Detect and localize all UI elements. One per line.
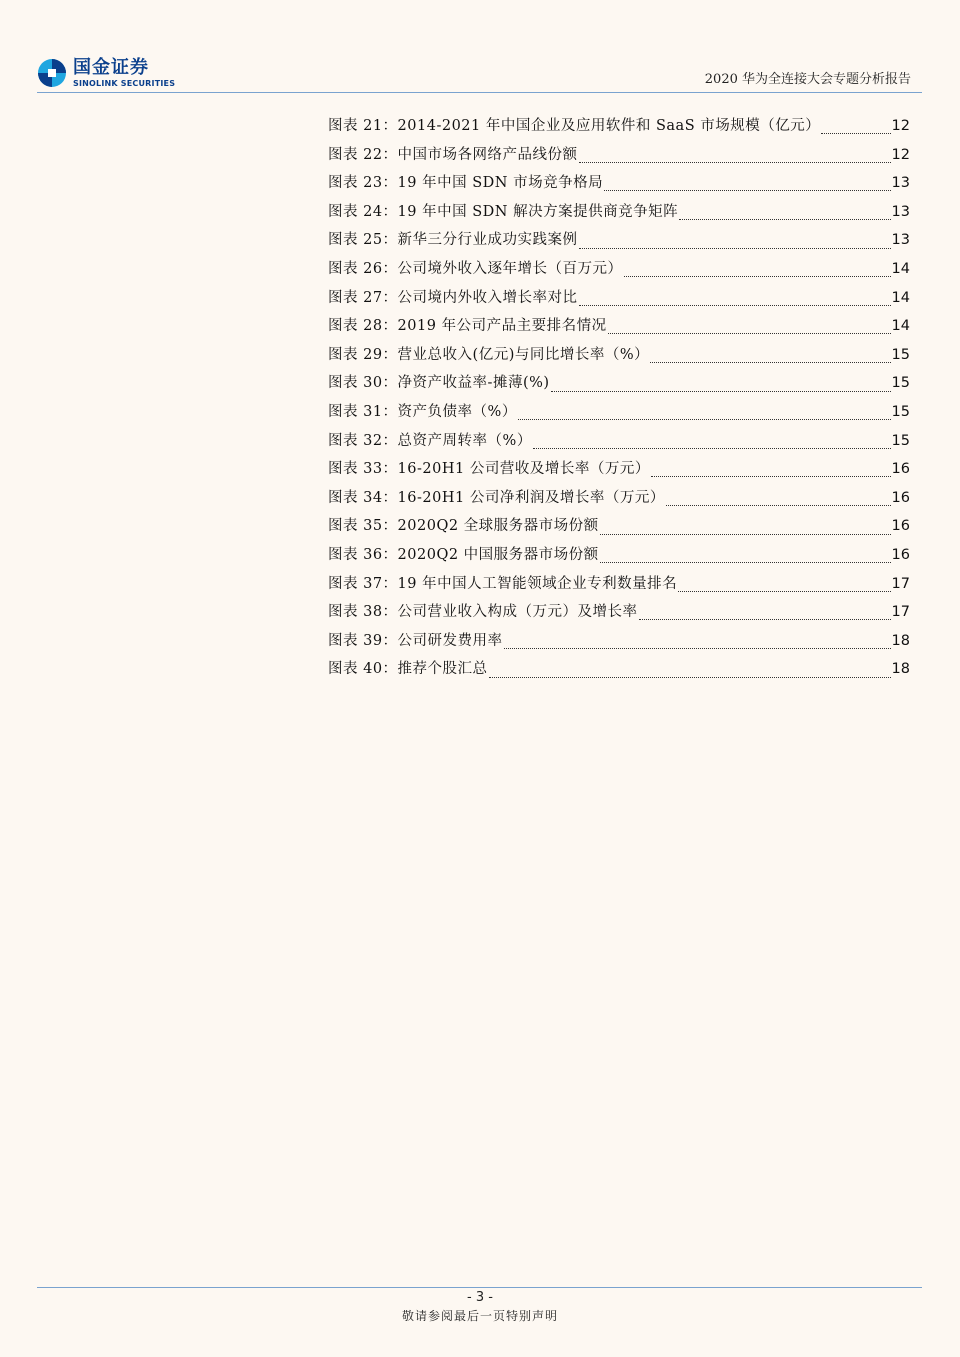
company-logo [37,56,175,90]
toc-entry[interactable] [328,228,910,257]
toc-leader-dots [608,332,891,334]
toc-entry-page: 16 [891,546,910,563]
toc-entry-page: 18 [891,661,910,678]
toc-entry-label: 图表 30：净资产收益率-摊薄(%) [328,375,550,392]
toc-entry[interactable] [328,657,910,686]
toc-entry[interactable] [328,314,910,343]
toc-entry-label: 图表 21：2014-2021 年中国企业及应用软件和 SaaS 市场规模（亿元） [328,118,821,134]
toc-entry-label: 图表 37：19 年中国人工智能领域企业专利数量排名 [328,575,678,592]
toc-entry[interactable] [328,514,910,543]
toc-entry[interactable] [328,143,910,172]
toc-entry-page: 16 [891,518,910,535]
toc-leader-dots [489,676,891,678]
toc-entry[interactable] [328,171,910,200]
logo-cn-text: 国金证券 [73,56,149,78]
toc-leader-dots [504,647,891,649]
toc-entry[interactable] [328,400,910,429]
footer-divider [37,1287,922,1288]
toc-entry[interactable] [328,600,910,629]
toc-entry-page: 14 [891,289,910,306]
toc-entry-page: 13 [891,232,910,249]
toc-entry-label: 图表 31：资产负债率（%） [328,403,517,420]
toc-entry-page: 15 [891,403,910,420]
toc-leader-dots [579,161,891,163]
toc-leader-dots [651,475,891,477]
toc-leader-dots [533,447,891,449]
header-divider [37,92,922,93]
toc-entry[interactable] [328,286,910,315]
toc-entry-page: 14 [891,260,910,277]
toc-entry-label: 图表 23：19 年中国 SDN 市场竞争格局 [328,175,604,192]
toc-entry-label: 图表 27：公司境内外收入增长率对比 [328,289,578,306]
toc-entry-page: 18 [891,632,910,649]
toc-entry-page: 12 [891,118,910,134]
toc-entry[interactable] [328,486,910,515]
toc-leader-dots [551,390,891,392]
toc-entry-page: 13 [891,175,910,192]
toc-entry-page: 13 [891,203,910,220]
toc-entry-label: 图表 22：中国市场各网络产品线份额 [328,146,578,163]
toc-leader-dots [624,275,891,277]
toc-leader-dots [639,618,891,620]
toc-entry[interactable] [328,200,910,229]
toc-entry-label: 图表 32：总资产周转率（%） [328,432,532,449]
toc-entry[interactable] [328,572,910,601]
page-number: - 3 - [467,1290,493,1305]
table-of-figures [328,114,910,686]
toc-entry-page: 15 [891,346,910,363]
toc-entry-label: 图表 38：公司营业收入构成（万元）及增长率 [328,604,638,621]
toc-leader-dots [600,533,891,535]
toc-entry-label: 图表 26：公司境外收入逐年增长（百万元） [328,260,623,277]
toc-entry-label: 图表 40：推荐个股汇总 [328,661,488,678]
toc-leader-dots [678,590,890,592]
page-header [0,0,960,96]
disclaimer-text: 敬请参阅最后一页特别声明 [401,1309,558,1323]
toc-leader-dots [518,418,891,420]
toc-entry-label: 图表 34：16-20H1 公司净利润及增长率（万元） [328,489,665,506]
toc-entry-page: 16 [891,461,910,478]
toc-entry[interactable] [328,629,910,658]
toc-entry-label: 图表 39：公司研发费用率 [328,632,503,649]
toc-entry[interactable] [328,543,910,572]
toc-leader-dots [579,304,891,306]
toc-entry[interactable] [328,114,910,143]
report-title: 2020 华为全连接大会专题分析报告 [704,72,911,87]
logo-mark-icon [37,58,67,88]
toc-leader-dots [579,247,891,249]
toc-leader-dots [679,218,890,220]
toc-entry-label: 图表 36：2020Q2 中国服务器市场份额 [328,546,599,563]
toc-entry-label: 图表 25：新华三分行业成功实践案例 [328,232,578,249]
logo-en-text: SINOLINK SECURITIES [73,78,176,88]
toc-entry[interactable] [328,257,910,286]
toc-entry[interactable] [328,429,910,458]
toc-entry-page: 15 [891,375,910,392]
toc-leader-dots [650,361,890,363]
toc-entry-page: 16 [891,489,910,506]
toc-leader-dots [821,132,890,134]
toc-entry-page: 14 [891,318,910,335]
toc-leader-dots [666,504,891,506]
toc-leader-dots [600,561,891,563]
toc-entry-page: 12 [891,146,910,163]
toc-entry[interactable] [328,371,910,400]
toc-entry-label: 图表 33：16-20H1 公司营收及增长率（万元） [328,461,650,478]
toc-entry-label: 图表 35：2020Q2 全球服务器市场份额 [328,518,599,535]
toc-entry-label: 图表 24：19 年中国 SDN 解决方案提供商竞争矩阵 [328,203,679,220]
toc-entry-page: 17 [891,575,910,592]
toc-entry[interactable] [328,343,910,372]
toc-entry[interactable] [328,457,910,486]
toc-entry-page: 17 [891,604,910,621]
toc-entry-label: 图表 28：2019 年公司产品主要排名情况 [328,318,607,335]
toc-entry-page: 15 [891,432,910,449]
toc-leader-dots [604,189,890,191]
toc-entry-label: 图表 29：营业总收入(亿元)与同比增长率（%） [328,346,650,363]
